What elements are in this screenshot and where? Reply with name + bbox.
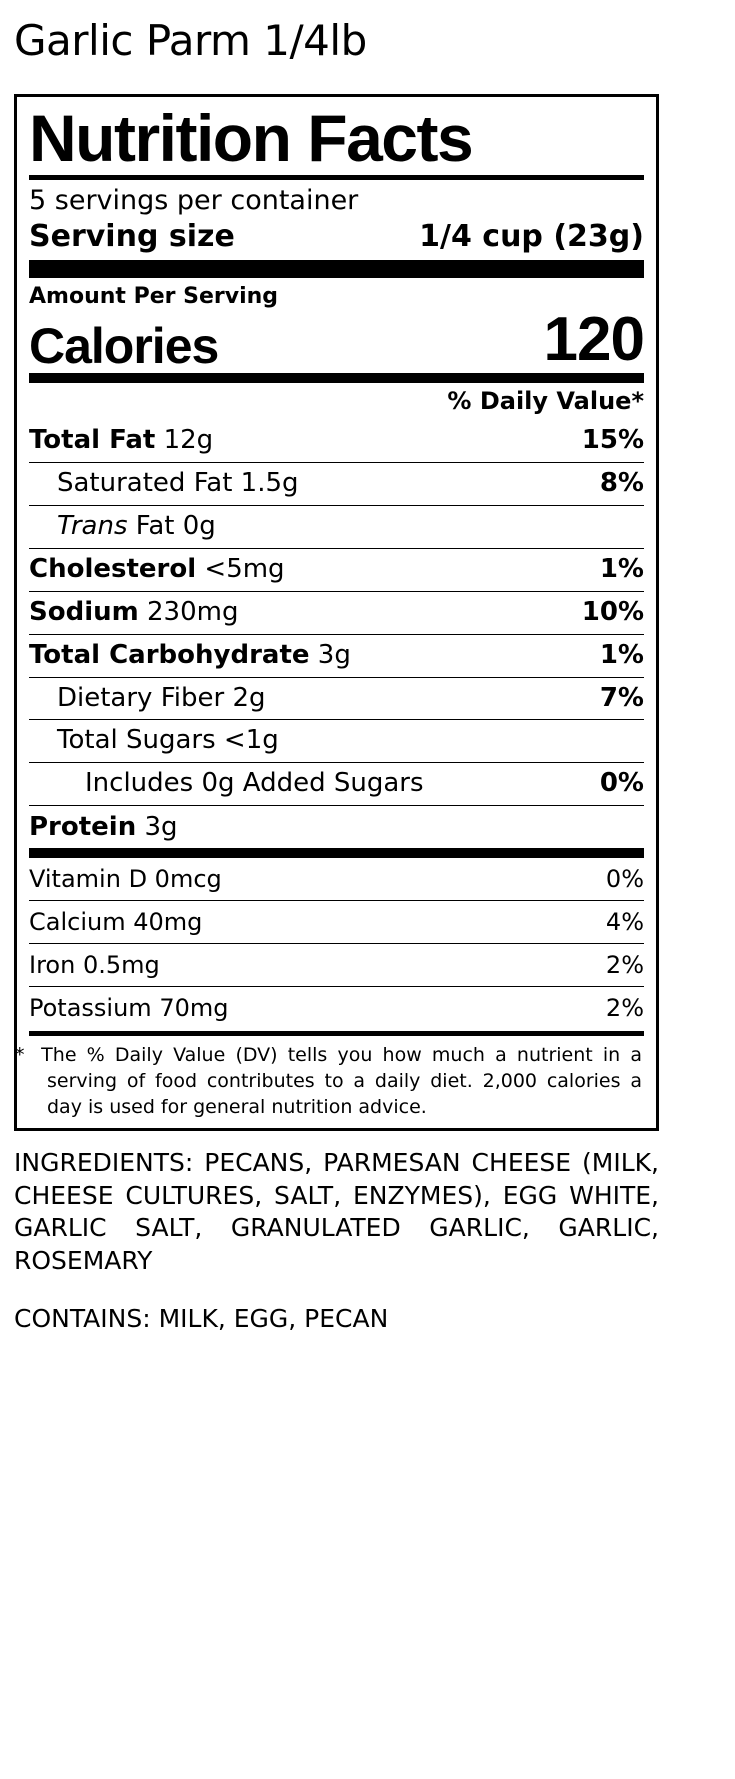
nutrient-row	[29, 762, 644, 805]
page-title: Garlic Parm 1/4lb	[14, 16, 367, 65]
vitamin-name: Iron 0.5mg	[29, 951, 160, 980]
vitamin-name: Calcium 40mg	[29, 908, 203, 937]
label-page	[0, 18, 735, 1779]
nutrient-name: Includes 0g Added Sugars	[85, 768, 424, 799]
divider-under-calories	[29, 373, 644, 383]
nutrient-amount: 1.5g	[240, 468, 299, 499]
protein-label: Protein	[29, 812, 137, 843]
nutrient-percent: 7%	[599, 682, 644, 713]
nutrient-row	[29, 548, 644, 591]
nutrient-amount: Fat 0g	[135, 511, 216, 542]
nutrient-row	[29, 505, 644, 548]
nutrient-row	[29, 634, 644, 677]
nutrient-percent: 8%	[599, 468, 644, 499]
daily-value-footnote: * The % Daily Value (DV) tells you how much a nutrient in a serving of food contributes to a daily diet. 2,000 calories a day is used for general nutrition advice.	[15, 1044, 642, 1118]
nutrition-facts-panel	[14, 94, 659, 1131]
nutrient-amount: <1g	[223, 725, 279, 756]
vitamin-name: Vitamin D 0mcg	[29, 865, 222, 894]
nutrient-row	[29, 677, 644, 720]
nutrient-percent: 0%	[599, 768, 644, 799]
vitamin-percent: 0%	[605, 865, 644, 894]
nutrient-row	[29, 462, 644, 505]
serving-size-value: 1/4 cup (23g)	[419, 219, 644, 255]
divider-above-vitamins	[29, 848, 644, 858]
ingredients-text: INGREDIENTS: PECANS, PARMESAN CHEESE (MILK, CHEESE CULTURES, SALT, ENZYMES), EGG WHITE, GARLIC SALT, GRANULATED GARLIC, GARLIC, ROSEMARY	[14, 1148, 659, 1275]
vitamin-row	[29, 900, 644, 943]
nutrient-row	[29, 420, 644, 462]
nutrient-row	[29, 719, 644, 762]
vitamin-name: Potassium 70mg	[29, 994, 229, 1023]
vitamin-percent: 4%	[605, 908, 644, 937]
nutrient-name: Trans	[57, 511, 128, 542]
nutrient-name: Total Sugars	[57, 725, 216, 756]
nutrient-percent: 10%	[581, 596, 644, 627]
amount-per-serving-label: Amount Per Serving	[29, 284, 279, 310]
vitamin-percent: 2%	[605, 994, 644, 1023]
vitamin-row	[29, 858, 644, 900]
nutrient-name: Sodium	[29, 596, 139, 627]
calories-label: Calories	[29, 318, 219, 375]
nutrient-percent: 1%	[599, 639, 644, 670]
nutrient-percent: 15%	[581, 425, 644, 456]
nutrient-name: Saturated Fat	[57, 468, 233, 499]
vitamin-row	[29, 943, 644, 986]
vitamin-row	[29, 986, 644, 1029]
serving-size-row	[29, 219, 644, 260]
nutrient-name: Total Carbohydrate	[29, 639, 310, 670]
nutrient-percent: 1%	[599, 553, 644, 584]
nutrient-name: Cholesterol	[29, 553, 197, 584]
nutrient-amount: 2g	[232, 682, 266, 713]
servings-per-container: 5 servings per container	[29, 184, 359, 216]
nutrient-amount: 230mg	[146, 596, 239, 627]
daily-value-header: % Daily Value*	[447, 387, 644, 416]
nutrient-amount: 12g	[163, 425, 214, 456]
nutrient-amount: 3g	[317, 639, 351, 670]
calories-value: 120	[543, 305, 644, 375]
vitamin-percent: 2%	[605, 951, 644, 980]
protein-amount: 3g	[144, 812, 178, 843]
serving-size-label: Serving size	[29, 219, 235, 255]
footnote-text: The % Daily Value (DV) tells you how much a nutrient in a serving of food contributes to a daily diet. 2,000 calories a day is used for general nutrition advice.	[41, 1044, 642, 1118]
protein-row	[29, 805, 644, 848]
nutrient-name: Dietary Fiber	[57, 682, 225, 713]
nutrient-row	[29, 591, 644, 634]
calories-row	[29, 305, 644, 375]
divider-thick-top	[29, 260, 644, 278]
nutrition-facts-title: Nutrition Facts	[29, 101, 473, 176]
allergen-statement: CONTAINS: MILK, EGG, PECAN	[14, 1304, 389, 1334]
nutrient-name: Total Fat	[29, 425, 156, 456]
nutrient-amount: <5mg	[204, 553, 285, 584]
